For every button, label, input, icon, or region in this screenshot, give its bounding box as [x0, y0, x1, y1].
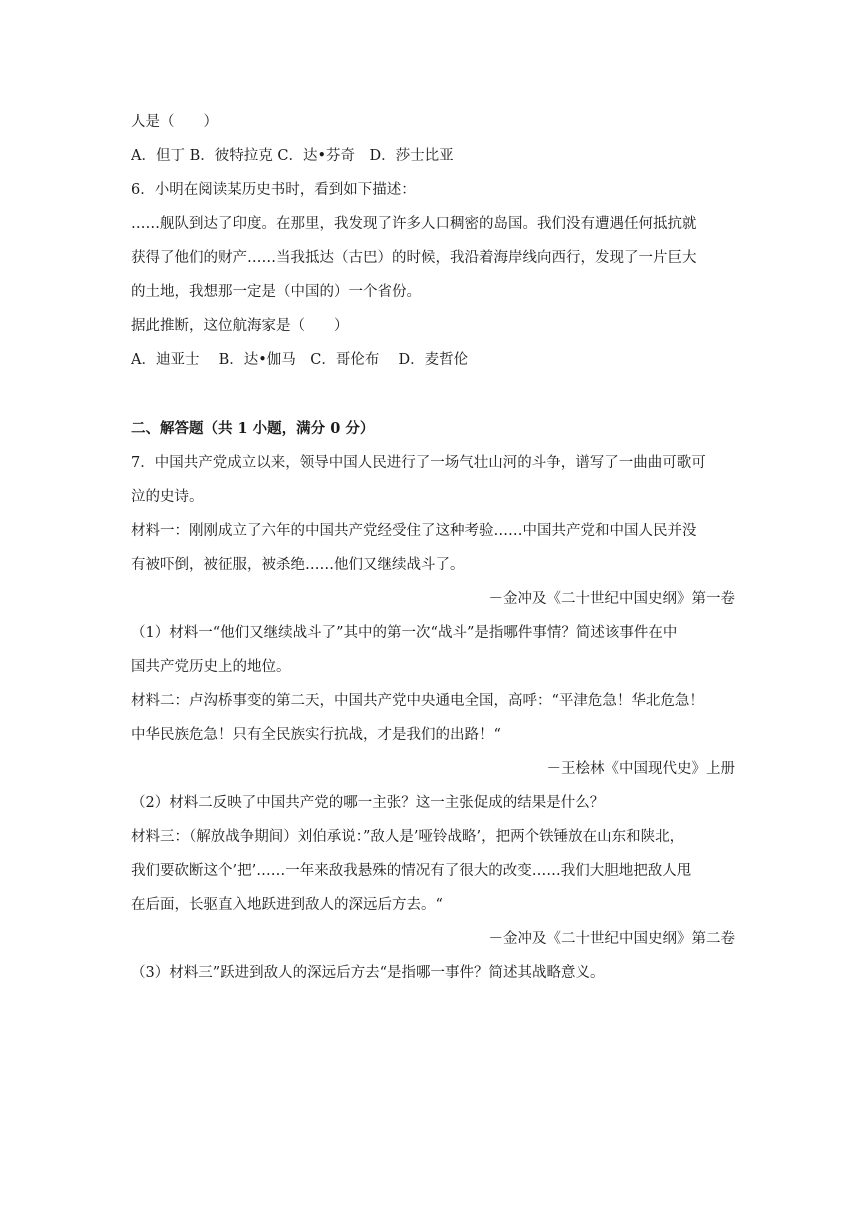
- material-3-line-2: 我们要砍断这个’把’……一年来敌我悬殊的情况有了很大的改变……我们大胆地把敌人甩: [131, 863, 692, 879]
- q7-stem-line-2: 泣的史诗。: [131, 489, 204, 505]
- sub-question-3: （3）材料三”跃进到敌人的深远后方去“是指哪一事件？简述其战略意义。: [131, 965, 605, 981]
- material-1-source: －金冲及《二十世纪中国史纲》第一卷: [488, 591, 735, 607]
- material-1-line-2: 有被吓倒，被征服，被杀绝……他们又继续战斗了。: [131, 557, 465, 573]
- material-1-line-1: 材料一：刚刚成立了六年的中国共产党经受住了这种考验……中国共产党和中国人民并没: [131, 523, 697, 539]
- sub-question-1-line-1: （1）材料一“他们又继续战斗了”其中的第一次“战斗”是指哪件事情？简述该事件在中: [131, 625, 678, 641]
- material-3-line-3: 在后面，长驱直入地跃进到敌人的深远后方去。“: [131, 897, 443, 913]
- material-2-line-2: 中华民族危急！只有全民族实行抗战，才是我们的出路！“: [131, 727, 501, 743]
- section-2-title: 二、解答题（共 1 小题，满分 0 分）: [131, 420, 375, 437]
- q6-quote-line-2: 获得了他们的财产……当我抵达（古巴）的时候，我沿着海岸线向西行，发现了一片巨大: [131, 250, 697, 266]
- q7-stem-line-1: 7．中国共产党成立以来，领导中国人民进行了一场气壮山河的斗争，谱写了一曲曲可歌可: [131, 455, 706, 471]
- material-2-line-1: 材料二：卢沟桥事变的第二天，中国共产党中央通电全国，高呼：“平津危急！华北危急！: [131, 693, 704, 709]
- material-3-line-1: 材料三：（解放战争期间）刘伯承说：”敌人是’哑铃战略’，把两个铁锤放在山东和陕北，: [131, 829, 685, 845]
- q5-tail: 人是（ ）: [131, 114, 218, 130]
- sub-question-1-line-2: 国共产党历史上的地位。: [131, 659, 291, 675]
- sub-question-2: （2）材料二反映了中国共产党的哪一主张？这一主张促成的结果是什么？: [131, 795, 605, 811]
- q6-stem: 6．小明在阅读某历史书时，看到如下描述：: [131, 182, 416, 198]
- q5-options: A．但丁 B．彼特拉克 C．达•芬奇 D．莎士比亚: [131, 148, 454, 164]
- q6-quote-line-3: 的土地，我想那一定是（中国的）一个省份。: [131, 284, 421, 300]
- material-2-source: －王桧林《中国现代史》上册: [546, 761, 735, 777]
- q6-quote-line-1: ……舰队到达了印度。在那里，我发现了许多人口稠密的岛国。我们没有遭遇任何抵抗就: [131, 216, 697, 232]
- material-3-source: －金冲及《二十世纪中国史纲》第二卷: [488, 931, 735, 947]
- q6-options: A．迪亚士 B．达•伽马 C．哥伦布 D．麦哲伦: [131, 352, 469, 368]
- q6-question: 据此推断，这位航海家是（ ）: [131, 318, 349, 334]
